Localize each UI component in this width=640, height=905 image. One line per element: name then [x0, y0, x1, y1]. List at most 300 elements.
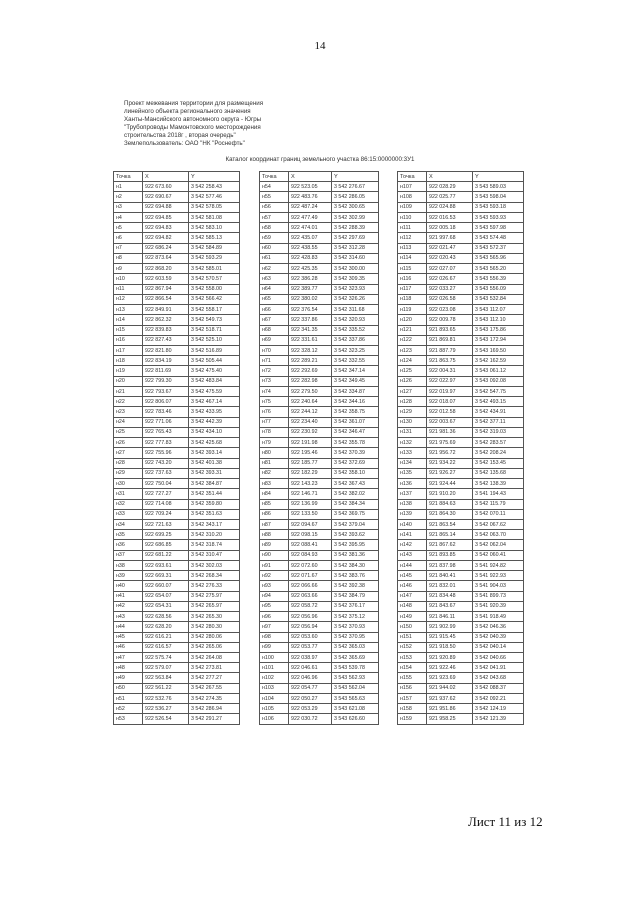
x-cell: 922 681.22 — [143, 550, 189, 560]
table-row — [114, 427, 240, 437]
table-row — [260, 622, 379, 632]
x-cell: 922 737.63 — [143, 468, 189, 478]
x-cell: 922 026.67 — [427, 274, 473, 284]
table-row — [260, 427, 379, 437]
y-cell: 3 542 153.45 — [473, 458, 524, 468]
y-cell: 3 542 323.93 — [332, 284, 379, 294]
table-row — [114, 192, 240, 202]
x-cell: 922 024.88 — [427, 202, 473, 212]
y-cell: 3 542 516.89 — [189, 345, 240, 355]
x-cell: 921 893.65 — [427, 325, 473, 335]
point-cell: н44 — [114, 622, 143, 632]
x-cell: 922 628.56 — [143, 612, 189, 622]
y-cell: 3 542 288.39 — [332, 223, 379, 233]
y-cell: 3 542 351.63 — [189, 509, 240, 519]
x-cell: 922 072.60 — [289, 560, 332, 570]
y-cell: 3 543 539.78 — [332, 663, 379, 673]
x-cell: 922 721.63 — [143, 519, 189, 529]
table-row — [114, 581, 240, 591]
point-cell: н55 — [260, 192, 289, 202]
x-cell: 921 926.27 — [427, 468, 473, 478]
table-row — [114, 397, 240, 407]
x-cell: 921 846.11 — [427, 612, 473, 622]
x-cell: 921 837.98 — [427, 560, 473, 570]
x-cell: 922 873.64 — [143, 253, 189, 263]
table-row — [398, 366, 524, 376]
point-cell: н135 — [398, 468, 427, 478]
table-row — [398, 622, 524, 632]
y-cell: 3 543 112.07 — [473, 305, 524, 315]
y-cell: 3 542 369.75 — [332, 509, 379, 519]
point-cell: н7 — [114, 243, 143, 253]
x-cell: 922 182.29 — [289, 468, 332, 478]
table-row — [260, 315, 379, 325]
table-row — [260, 438, 379, 448]
x-cell: 921 893.85 — [427, 550, 473, 560]
x-cell: 922 694.88 — [143, 202, 189, 212]
x-cell: 922 143.23 — [289, 479, 332, 489]
y-cell: 3 542 043.68 — [473, 673, 524, 683]
table-row — [114, 305, 240, 315]
y-cell: 3 542 493.15 — [473, 397, 524, 407]
point-cell: н123 — [398, 345, 427, 355]
table-row — [114, 683, 240, 693]
point-cell: н158 — [398, 704, 427, 714]
table-row — [114, 591, 240, 601]
x-cell: 922 532.76 — [143, 693, 189, 703]
y-cell: 3 542 040.14 — [473, 642, 524, 652]
x-cell: 922 292.69 — [289, 366, 332, 376]
x-cell: 922 435.07 — [289, 233, 332, 243]
y-cell: 3 542 581.08 — [189, 212, 240, 222]
point-cell: н20 — [114, 376, 143, 386]
y-cell: 3 542 334.87 — [332, 386, 379, 396]
point-cell: н10 — [114, 274, 143, 284]
y-cell: 3 542 092.21 — [473, 693, 524, 703]
x-cell: 921 887.79 — [427, 345, 473, 355]
point-cell: н32 — [114, 499, 143, 509]
point-cell: н40 — [114, 581, 143, 591]
point-cell: н15 — [114, 325, 143, 335]
table-row — [114, 264, 240, 274]
table-row — [260, 509, 379, 519]
x-cell: 922 030.72 — [289, 714, 332, 724]
point-cell: н23 — [114, 407, 143, 417]
x-cell: 922 771.06 — [143, 417, 189, 427]
x-cell: 922 699.25 — [143, 530, 189, 540]
table-row — [398, 243, 524, 253]
x-cell: 922 046.96 — [289, 673, 332, 683]
point-cell: н148 — [398, 601, 427, 611]
point-cell: н80 — [260, 448, 289, 458]
x-cell: 922 185.77 — [289, 458, 332, 468]
coordinates-table-2 — [259, 171, 379, 725]
x-cell: 921 834.48 — [427, 591, 473, 601]
table-row — [114, 571, 240, 581]
table-header-row — [398, 172, 524, 182]
y-cell: 3 542 384.79 — [332, 591, 379, 601]
y-cell: 3 542 286.94 — [189, 704, 240, 714]
point-cell: н43 — [114, 612, 143, 622]
y-cell: 3 542 467.14 — [189, 397, 240, 407]
table-row — [398, 294, 524, 304]
table-row — [114, 673, 240, 683]
table-row — [260, 407, 379, 417]
table-row — [398, 673, 524, 683]
point-cell: н131 — [398, 427, 427, 437]
x-cell: 921 910.20 — [427, 489, 473, 499]
y-cell: 3 543 112.10 — [473, 315, 524, 325]
y-cell: 3 542 370.39 — [332, 448, 379, 458]
x-cell: 922 799.30 — [143, 376, 189, 386]
point-cell: н127 — [398, 386, 427, 396]
x-cell: 922 056.96 — [289, 612, 332, 622]
point-cell: н73 — [260, 376, 289, 386]
x-cell: 922 050.27 — [289, 693, 332, 703]
table-row — [260, 202, 379, 212]
point-cell: н68 — [260, 325, 289, 335]
y-cell: 3 542 382.02 — [332, 489, 379, 499]
y-cell: 3 542 518.71 — [189, 325, 240, 335]
y-cell: 3 542 393.14 — [189, 448, 240, 458]
point-cell: н120 — [398, 315, 427, 325]
y-cell: 3 541 194.43 — [473, 489, 524, 499]
table-row — [260, 714, 379, 724]
y-cell: 3 542 265.30 — [189, 612, 240, 622]
table-row — [260, 581, 379, 591]
point-cell: н6 — [114, 233, 143, 243]
project-info-line: строительства 2018г , вторая очередь" — [124, 132, 236, 140]
point-cell: н72 — [260, 366, 289, 376]
point-cell: н76 — [260, 407, 289, 417]
table-row — [114, 253, 240, 263]
point-cell: н117 — [398, 284, 427, 294]
y-cell: 3 543 565.20 — [473, 264, 524, 274]
point-cell: н93 — [260, 581, 289, 591]
point-cell: н114 — [398, 253, 427, 263]
x-cell: 922 693.61 — [143, 560, 189, 570]
point-cell: н101 — [260, 663, 289, 673]
table-row — [260, 468, 379, 478]
y-cell: 3 542 383.76 — [332, 571, 379, 581]
table-row — [260, 489, 379, 499]
x-cell: 922 694.82 — [143, 233, 189, 243]
table-row — [114, 202, 240, 212]
point-cell: н57 — [260, 212, 289, 222]
y-cell: 3 542 297.69 — [332, 233, 379, 243]
y-cell: 3 542 365.03 — [332, 642, 379, 652]
y-cell: 3 542 376.17 — [332, 601, 379, 611]
table-row — [260, 243, 379, 253]
x-cell: 922 133.50 — [289, 509, 332, 519]
point-cell: н38 — [114, 560, 143, 570]
point-cell: н122 — [398, 335, 427, 345]
table-row — [398, 663, 524, 673]
point-cell: н102 — [260, 673, 289, 683]
y-cell: 3 542 138.39 — [473, 479, 524, 489]
x-cell: 922 750.04 — [143, 479, 189, 489]
x-cell: 922 025.77 — [427, 192, 473, 202]
point-cell: н118 — [398, 294, 427, 304]
point-cell: н154 — [398, 663, 427, 673]
table-row — [114, 642, 240, 652]
table-row — [260, 212, 379, 222]
y-cell: 3 542 578.05 — [189, 202, 240, 212]
coordinates-table-3 — [397, 171, 524, 725]
table-row — [398, 376, 524, 386]
point-cell: н157 — [398, 693, 427, 703]
y-cell: 3 542 277.27 — [189, 673, 240, 683]
table-row — [260, 284, 379, 294]
point-cell: н106 — [260, 714, 289, 724]
x-cell: 922 474.01 — [289, 223, 332, 233]
point-cell: н92 — [260, 571, 289, 581]
table-row — [260, 386, 379, 396]
coordinates-table-1 — [113, 171, 240, 725]
table-row — [398, 284, 524, 294]
y-cell: 3 542 280.30 — [189, 622, 240, 632]
point-cell: н49 — [114, 673, 143, 683]
y-cell: 3 542 332.55 — [332, 356, 379, 366]
table-row — [114, 182, 240, 192]
table-row — [114, 632, 240, 642]
table-row — [260, 479, 379, 489]
point-cell: н64 — [260, 284, 289, 294]
point-cell: н35 — [114, 530, 143, 540]
table-row — [260, 642, 379, 652]
x-cell: 921 934.22 — [427, 458, 473, 468]
x-cell: 922 195.46 — [289, 448, 332, 458]
y-cell: 3 542 124.19 — [473, 704, 524, 714]
table-row — [114, 438, 240, 448]
table-row — [398, 448, 524, 458]
y-cell: 3 542 276.67 — [332, 182, 379, 192]
y-cell: 3 542 311.68 — [332, 305, 379, 315]
table-row — [398, 233, 524, 243]
point-cell: н21 — [114, 386, 143, 396]
x-cell: 922 727.27 — [143, 489, 189, 499]
y-cell: 3 542 392.38 — [332, 581, 379, 591]
x-cell: 922 240.64 — [289, 397, 332, 407]
y-cell: 3 542 323.25 — [332, 345, 379, 355]
y-cell: 3 542 351.44 — [189, 489, 240, 499]
point-cell: н27 — [114, 448, 143, 458]
table-row — [114, 714, 240, 724]
point-cell: н85 — [260, 499, 289, 509]
page-number: 14 — [314, 40, 326, 52]
x-cell: 921 975.69 — [427, 438, 473, 448]
y-cell: 3 542 401.38 — [189, 458, 240, 468]
point-cell: н88 — [260, 530, 289, 540]
header-x: X — [427, 172, 473, 182]
point-cell: н112 — [398, 233, 427, 243]
table-row — [260, 294, 379, 304]
x-cell: 922 603.59 — [143, 274, 189, 284]
x-cell: 922 709.24 — [143, 509, 189, 519]
y-cell: 3 542 310.47 — [189, 550, 240, 560]
table-row — [114, 479, 240, 489]
table-row — [114, 448, 240, 458]
table-header-row — [260, 172, 379, 182]
table-row — [398, 550, 524, 560]
y-cell: 3 542 300.00 — [332, 264, 379, 274]
point-cell: н132 — [398, 438, 427, 448]
x-cell: 922 056.94 — [289, 622, 332, 632]
point-cell: н5 — [114, 223, 143, 233]
header-point: Точка — [260, 172, 289, 182]
x-cell: 922 487.24 — [289, 202, 332, 212]
table-row — [260, 458, 379, 468]
x-cell: 922 012.58 — [427, 407, 473, 417]
y-cell: 3 542 558.00 — [189, 284, 240, 294]
table-row — [398, 489, 524, 499]
x-cell: 921 864.30 — [427, 509, 473, 519]
table-row — [114, 223, 240, 233]
y-cell: 3 542 525.10 — [189, 335, 240, 345]
table-row — [398, 274, 524, 284]
x-cell: 921 865.14 — [427, 530, 473, 540]
y-cell: 3 542 344.16 — [332, 397, 379, 407]
x-cell: 922 289.21 — [289, 356, 332, 366]
y-cell: 3 542 318.74 — [189, 540, 240, 550]
y-cell: 3 542 265.06 — [189, 642, 240, 652]
x-cell: 922 066.66 — [289, 581, 332, 591]
point-cell: н50 — [114, 683, 143, 693]
point-cell: н18 — [114, 356, 143, 366]
x-cell: 921 922.46 — [427, 663, 473, 673]
y-cell: 3 543 172.94 — [473, 335, 524, 345]
y-cell: 3 543 556.09 — [473, 284, 524, 294]
table-row — [260, 335, 379, 345]
x-cell: 922 669.31 — [143, 571, 189, 581]
x-cell: 922 009.78 — [427, 315, 473, 325]
x-cell: 922 793.67 — [143, 386, 189, 396]
table-row — [398, 714, 524, 724]
x-cell: 922 054.77 — [289, 683, 332, 693]
x-cell: 922 026.58 — [427, 294, 473, 304]
y-cell: 3 542 275.97 — [189, 591, 240, 601]
x-cell: 922 765.43 — [143, 427, 189, 437]
y-cell: 3 542 347.14 — [332, 366, 379, 376]
y-cell: 3 542 367.43 — [332, 479, 379, 489]
y-cell: 3 542 370.93 — [332, 622, 379, 632]
x-cell: 922 783.46 — [143, 407, 189, 417]
table-row — [398, 305, 524, 315]
table-row — [114, 519, 240, 529]
table-row — [114, 356, 240, 366]
y-cell: 3 543 593.93 — [473, 212, 524, 222]
x-cell: 922 616.21 — [143, 632, 189, 642]
x-cell: 922 053.60 — [289, 632, 332, 642]
point-cell: н66 — [260, 305, 289, 315]
point-cell: н149 — [398, 612, 427, 622]
y-cell: 3 543 572.37 — [473, 243, 524, 253]
point-cell: н11 — [114, 284, 143, 294]
point-cell: н45 — [114, 632, 143, 642]
x-cell: 922 018.07 — [427, 397, 473, 407]
y-cell: 3 542 310.20 — [189, 530, 240, 540]
y-cell: 3 542 593.29 — [189, 253, 240, 263]
point-cell: н105 — [260, 704, 289, 714]
y-cell: 3 542 062.04 — [473, 540, 524, 550]
table-row — [398, 571, 524, 581]
y-cell: 3 542 302.99 — [332, 212, 379, 222]
point-cell: н96 — [260, 612, 289, 622]
y-cell: 3 542 425.68 — [189, 438, 240, 448]
y-cell: 3 542 088.37 — [473, 683, 524, 693]
point-cell: н95 — [260, 601, 289, 611]
point-cell: н8 — [114, 253, 143, 263]
y-cell: 3 542 283.57 — [473, 438, 524, 448]
y-cell: 3 542 379.04 — [332, 519, 379, 529]
point-cell: н121 — [398, 325, 427, 335]
y-cell: 3 542 358.75 — [332, 407, 379, 417]
table-row — [398, 581, 524, 591]
x-cell: 922 053.29 — [289, 704, 332, 714]
point-cell: н62 — [260, 264, 289, 274]
x-cell: 922 038.97 — [289, 653, 332, 663]
point-cell: н33 — [114, 509, 143, 519]
x-cell: 921 924.44 — [427, 479, 473, 489]
point-cell: н109 — [398, 202, 427, 212]
point-cell: н58 — [260, 223, 289, 233]
point-cell: н30 — [114, 479, 143, 489]
x-cell: 921 981.36 — [427, 427, 473, 437]
y-cell: 3 542 314.60 — [332, 253, 379, 263]
point-cell: н116 — [398, 274, 427, 284]
table-row — [114, 468, 240, 478]
y-cell: 3 543 169.50 — [473, 345, 524, 355]
table-row — [398, 632, 524, 642]
table-row — [260, 397, 379, 407]
point-cell: н71 — [260, 356, 289, 366]
x-cell: 922 438.55 — [289, 243, 332, 253]
y-cell: 3 541 918.49 — [473, 612, 524, 622]
y-cell: 3 542 268.34 — [189, 571, 240, 581]
point-cell: н75 — [260, 397, 289, 407]
x-cell: 921 863.75 — [427, 356, 473, 366]
x-cell: 922 380.02 — [289, 294, 332, 304]
table-row — [114, 345, 240, 355]
table-row — [398, 427, 524, 437]
point-cell: н130 — [398, 417, 427, 427]
x-cell: 922 868.20 — [143, 264, 189, 274]
point-cell: н3 — [114, 202, 143, 212]
table-row — [398, 356, 524, 366]
table-row — [260, 356, 379, 366]
table-row — [114, 663, 240, 673]
x-cell: 921 832.01 — [427, 581, 473, 591]
y-cell: 3 543 597.98 — [473, 223, 524, 233]
x-cell: 922 686.24 — [143, 243, 189, 253]
point-cell: н9 — [114, 264, 143, 274]
x-cell: 921 902.99 — [427, 622, 473, 632]
point-cell: н70 — [260, 345, 289, 355]
x-cell: 922 686.85 — [143, 540, 189, 550]
x-cell: 922 331.61 — [289, 335, 332, 345]
y-cell: 3 542 475.59 — [189, 386, 240, 396]
project-info-line: Проект межевания территории для размещения — [124, 100, 264, 107]
table-row — [260, 417, 379, 427]
table-row — [398, 591, 524, 601]
point-cell: н56 — [260, 202, 289, 212]
y-cell: 3 542 384.87 — [189, 479, 240, 489]
point-cell: н97 — [260, 622, 289, 632]
table-row — [260, 233, 379, 243]
point-cell: н138 — [398, 499, 427, 509]
x-cell: 922 389.77 — [289, 284, 332, 294]
point-cell: н99 — [260, 642, 289, 652]
